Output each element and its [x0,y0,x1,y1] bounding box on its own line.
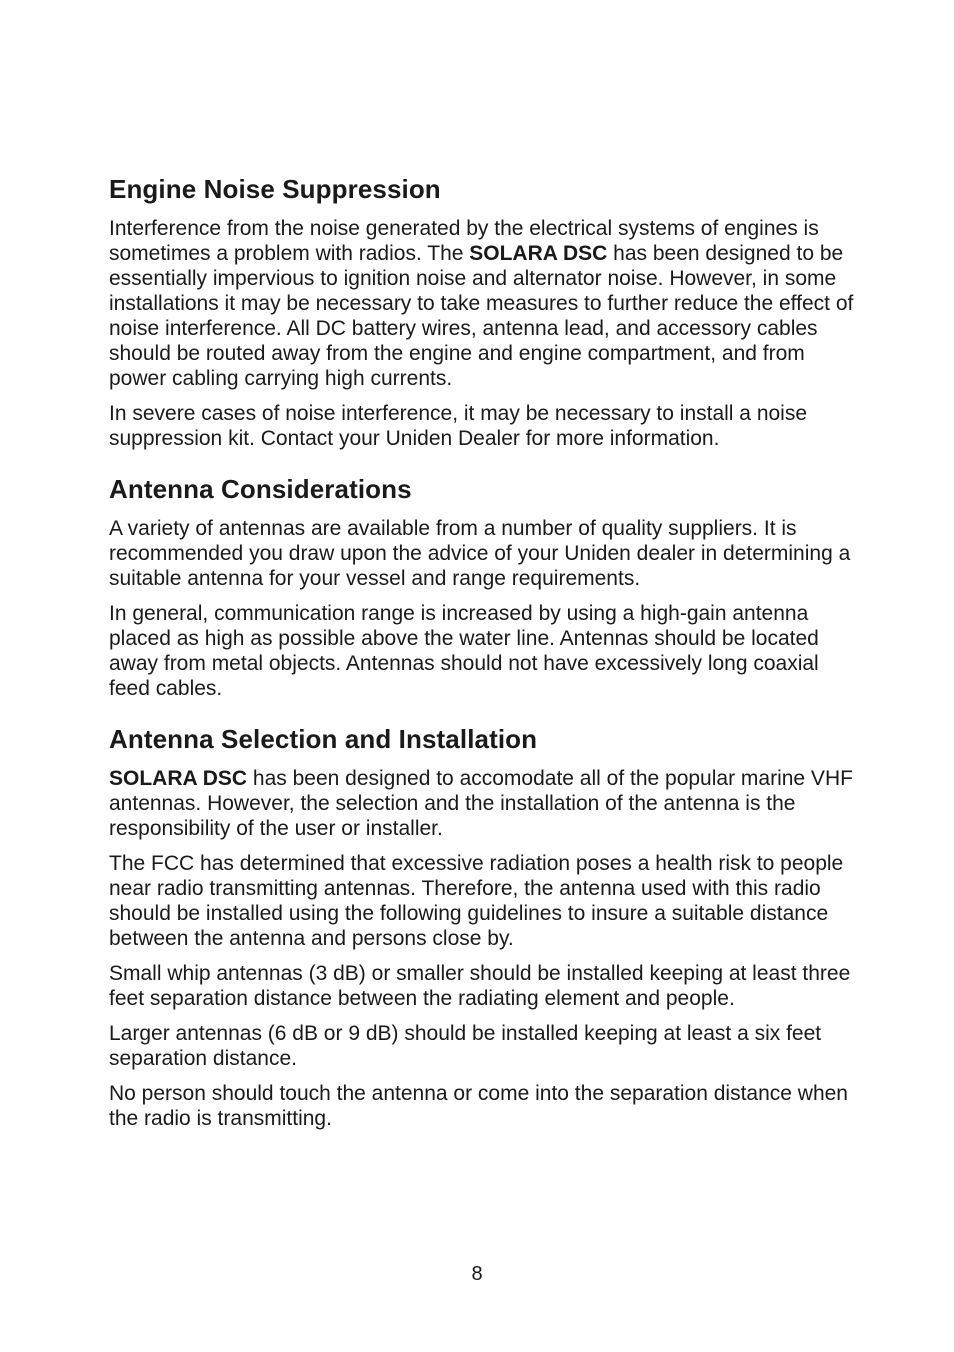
section-antenna-considerations [109,472,854,701]
section-heading: Engine Noise Suppression [109,174,441,204]
section-heading: Antenna Selection and Installation [109,724,538,754]
paragraph: No person should touch the antenna or come into the separation distance when the radio is transmitting. [109,1082,848,1130]
paragraph: SOLARA DSC has been designed to accomodate all of the popular marine VHF antennas. However, the selection and the installation of the antenna is the responsibility of the user or installer. [109,767,853,840]
product-name: SOLARA DSC [469,242,608,265]
paragraph: Small whip antennas (3 dB) or smaller should be installed keeping at least three feet separation distance between the radiating element and people. [109,962,851,1010]
page-number: 8 [471,1263,483,1285]
paragraph: In severe cases of noise interference, it may be necessary to install a noise suppression kit. Contact your Uniden Dealer for more information. [109,402,808,450]
paragraph: A variety of antennas are available from a number of quality suppliers. It is recommended you draw upon the advice of your Uniden dealer in determining a suitable antenna for your vessel and range requirements. [109,517,851,590]
paragraph: Larger antennas (6 dB or 9 dB) should be installed keeping at least a six feet separation distance. [109,1022,822,1070]
product-name: SOLARA DSC [109,767,248,790]
section-heading: Antenna Considerations [109,474,412,504]
section-engine-noise-suppression [109,172,854,451]
paragraph: In general, communication range is increased by using a high-gain antenna placed as high as possible above the water line. Antennas should be located away from metal objects. Antennas should not have excessively long coaxial feed cables. [109,602,819,700]
section-antenna-selection-installation [109,722,854,1131]
document-page [109,172,854,1141]
paragraph: Interference from the noise generated by the electrical systems of engines is sometimes a problem with radios. The SOLARA DSC has been designed to be essentially impervious to ignition noise and alternator noise. However, in some installations it may be necessary to take measures to further reduce the effect of noise interference. All DC battery wires, antenna lead, and accessory cables should be routed away from the engine and engine compartment, and from power cabling carrying high currents. [109,217,854,390]
paragraph: The FCC has determined that excessive radiation poses a health risk to people near radio transmitting antennas. Therefore, the antenna used with this radio should be installed using the following guidelines to insure a suitable distance between the antenna and persons close by. [109,852,844,950]
